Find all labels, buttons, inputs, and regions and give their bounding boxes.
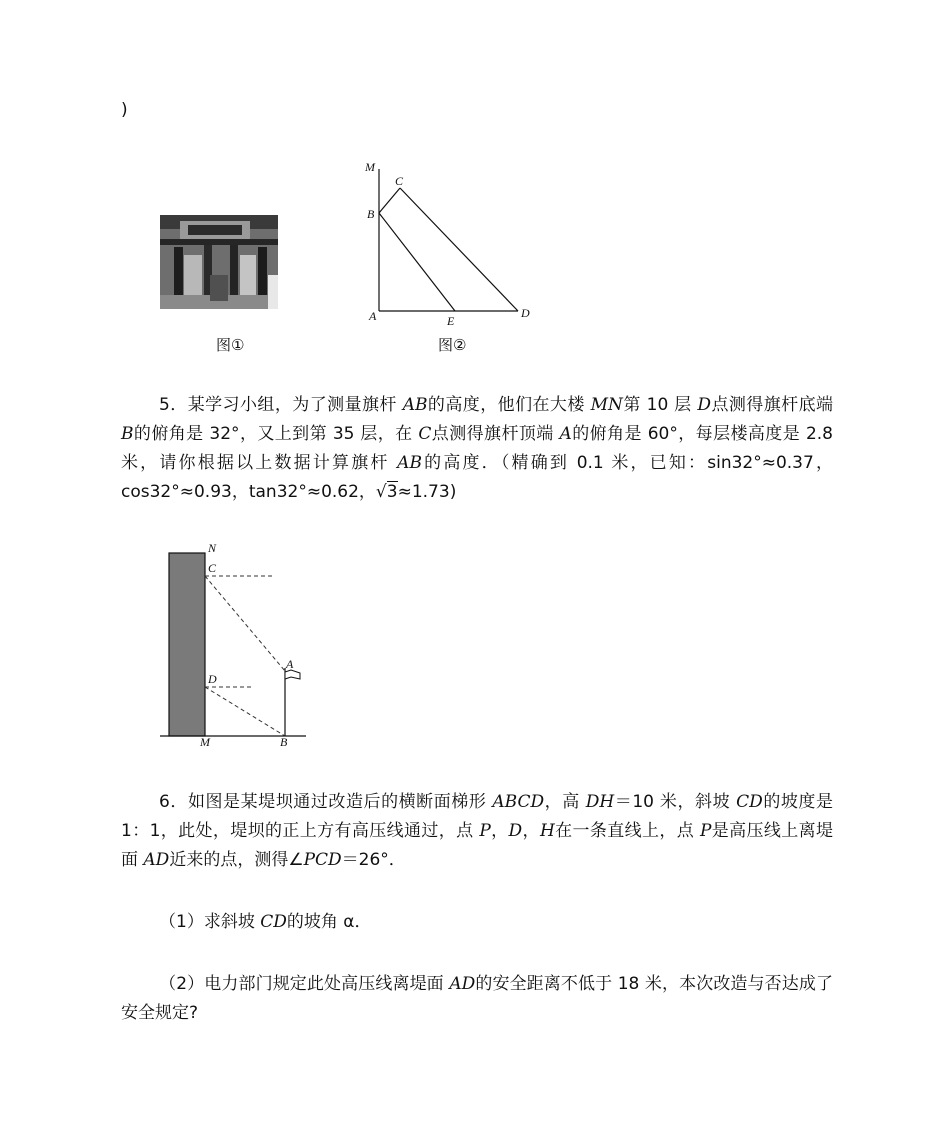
- var-AD: AD: [449, 974, 476, 994]
- q5-text: 点测得旗杆顶端: [431, 424, 560, 444]
- q6-text: ，: [490, 821, 509, 841]
- top-paren: ): [121, 100, 128, 120]
- q6-text: 如图是某堤坝通过改造后的横断面梯形: [187, 792, 493, 812]
- var-DH: DH: [585, 792, 615, 812]
- q5-text: 的高度，他们在大楼: [427, 395, 591, 415]
- label-N: N: [208, 541, 217, 555]
- q5-text: 的俯角是 32°，又上到第 35 层，在: [133, 424, 419, 444]
- var-H: H: [539, 821, 555, 841]
- q6-text: ＝10 米，斜坡: [614, 792, 737, 812]
- label-C: C: [395, 174, 404, 188]
- caption-figure-2: 图②: [438, 336, 467, 354]
- q6-text: ，: [522, 821, 540, 841]
- sqrt-radicand: 3: [386, 482, 398, 502]
- label-D: D: [208, 672, 217, 686]
- q5-text: 点测得旗杆底端: [711, 395, 834, 415]
- var-PCD: PCD: [303, 850, 342, 870]
- var-AB: AB: [397, 453, 422, 473]
- label-A: A: [286, 657, 294, 671]
- label-B: B: [280, 735, 288, 749]
- q5-text: ≈1.73): [397, 482, 457, 502]
- label-M: M: [365, 160, 375, 174]
- var-CD: CD: [260, 912, 287, 932]
- figure-2-diagram: [360, 155, 540, 330]
- var-C: C: [418, 424, 432, 444]
- q6-part2-text: （2）电力部门规定此处高压线离堤面: [159, 974, 450, 994]
- var-D: D: [508, 821, 523, 841]
- q6-part1-text: 的坡角 α．: [286, 912, 372, 932]
- var-AD: AD: [143, 850, 170, 870]
- q5-text: 的俯角是 60°，每层楼高度是 2.8 米，请你根据以上数据计算旗杆: [121, 424, 833, 473]
- q5-text: 第 10 层: [622, 395, 698, 415]
- var-B: B: [121, 424, 134, 444]
- var-A: A: [559, 424, 572, 444]
- q6-text: 是高压线上离堤面: [121, 821, 834, 870]
- var-AB: AB: [402, 395, 428, 415]
- building-photo: [160, 215, 278, 309]
- var-P: P: [479, 821, 491, 841]
- q5-text: 的高度．（精确到 0.1 米，已知：sin32°≈0.37，cos32°≈0.93，tan32°≈0.62，: [121, 453, 833, 502]
- q6-part1-text: （1）求斜坡: [159, 912, 261, 932]
- var-D: D: [697, 395, 712, 415]
- label-E: E: [447, 314, 455, 328]
- question-6: [121, 788, 833, 875]
- q6-text: 的坡度是1：1，此处，堤坝的正上方有高压线通过，点: [121, 792, 833, 841]
- sqrt-symbol: √: [375, 482, 387, 502]
- question-6-part-2: [121, 970, 833, 1028]
- question-6-part-1: [121, 908, 833, 937]
- label-C: C: [208, 561, 217, 575]
- var-P: P: [699, 821, 712, 841]
- q6-part2-text: 的安全距离不低于 18 米，本次改造与否达成了安全规定?: [121, 974, 833, 1023]
- caption-figure-1: 图①: [216, 336, 245, 354]
- var-ABCD: ABCD: [492, 792, 545, 812]
- q6-text: 在一条直线上，点: [554, 821, 700, 841]
- var-MN: MN: [590, 395, 623, 415]
- flagpole-diagram: [160, 540, 320, 755]
- var-CD: CD: [736, 792, 763, 812]
- q6-text: ＝26°．: [341, 850, 406, 870]
- label-M: M: [200, 735, 210, 749]
- question-5-number: 5．: [159, 395, 188, 415]
- label-B: B: [367, 207, 375, 221]
- label-A: A: [369, 309, 377, 323]
- q6-text: ，高: [544, 792, 586, 812]
- question-6-number: 6．: [159, 792, 188, 812]
- q5-text: 某学习小组，为了测量旗杆: [187, 395, 403, 415]
- label-D: D: [521, 306, 530, 320]
- question-5: [121, 391, 833, 507]
- q6-text: 近来的点，测得∠: [169, 850, 304, 870]
